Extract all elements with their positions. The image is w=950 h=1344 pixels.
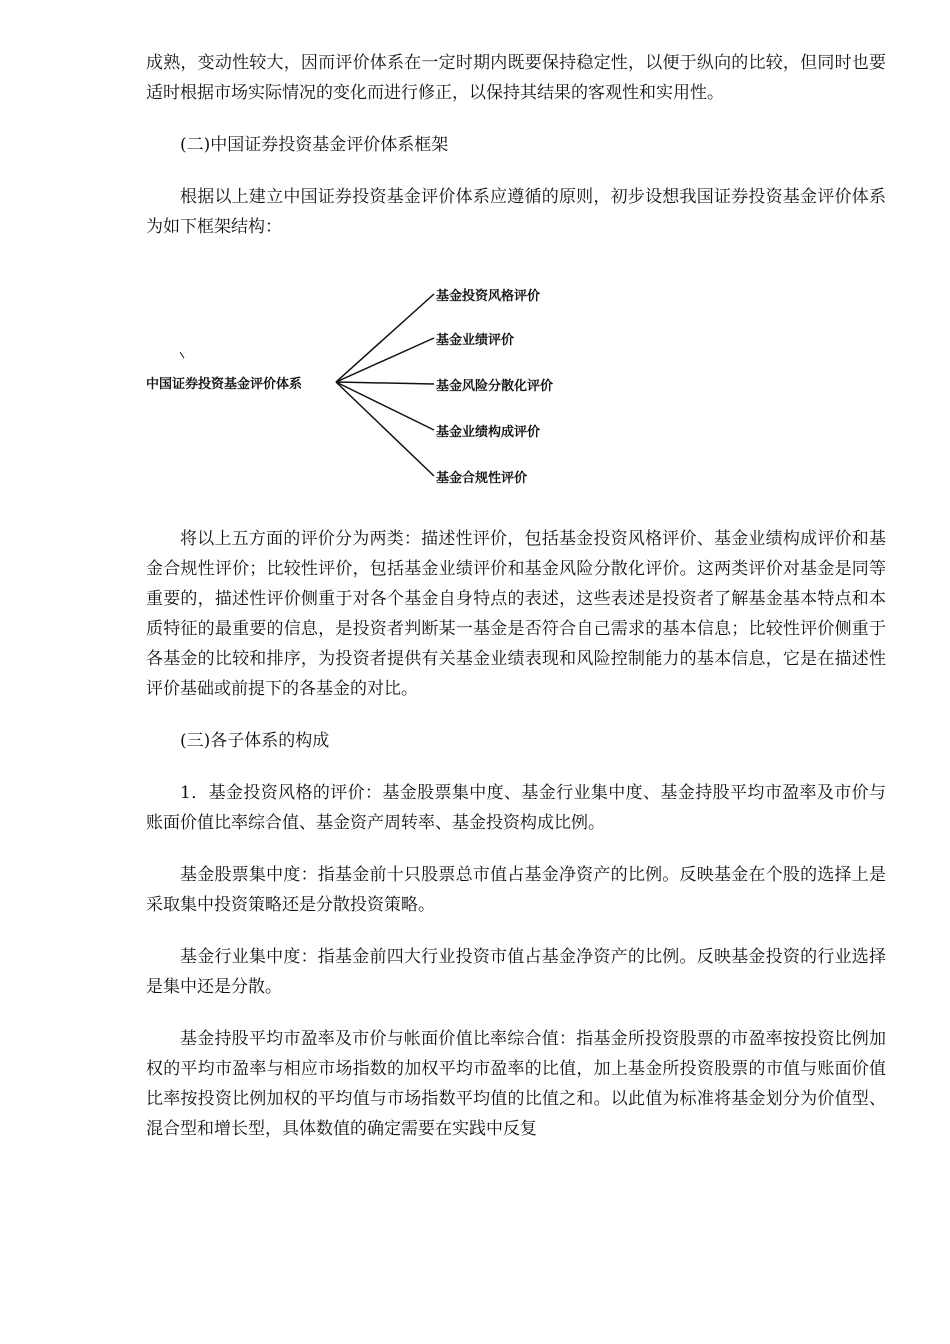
diagram-branch-attribution: 基金业绩构成评价: [436, 425, 541, 440]
diagram-root: 中国证券投资基金评价体系: [146, 377, 303, 392]
paragraph-intro: 根据以上建立中国证券投资基金评价体系应遵循的原则，初步设想我国证券投资基金评价体系为如下框架结构：: [146, 187, 886, 237]
paragraph-pe-pb: 基金持股平均市盈率及市价与帐面价值比率综合值：指基金所投资股票的市盈率按投资比例加权的平均市盈率与相应市场指数的加权平均市盈率的比值，加上基金所投资股票的市值与账面价值比率按投资比例加权的平均值与市场指数平均值的比值之和。以此值为标准将基金划分为价值型、混合型和增长型，具体数值的确定需要在实践中反复: [146, 1029, 886, 1139]
diagram-branch-performance: 基金业绩评价: [436, 333, 515, 348]
diagram-branch-risk: 基金风险分散化评价: [436, 379, 554, 394]
list-item-1: 1．基金投资风格的评价：基金股票集中度、基金行业集中度、基金持股平均市盈率及市价与账面价值比率综合值、基金资产周转率、基金投资构成比例。: [146, 783, 886, 833]
diagram-branch-compliance: 基金合规性评价: [436, 471, 528, 486]
framework-diagram: [146, 262, 886, 512]
paragraph-continuation: 成熟，变动性较大，因而评价体系在一定时期内既要保持稳定性，以便于纵向的比较，但同时也要适时根据市场实际情况的变化而进行修正，以保持其结果的客观性和实用性。: [146, 53, 886, 103]
paragraph-stock-concentration: 基金股票集中度：指基金前十只股票总市值占基金净资产的比例。反映基金在个股的选择上是采取集中投资策略还是分散投资策略。: [146, 865, 886, 915]
section-heading-2: (二)中国证券投资基金评价体系框架: [180, 135, 449, 155]
section-heading-3: (三)各子体系的构成: [180, 731, 330, 751]
paragraph-industry-concentration: 基金行业集中度：指基金前四大行业投资市值占基金净资产的比例。反映基金投资的行业选择是集中还是分散。: [146, 947, 886, 997]
diagram-branch-style: 基金投资风格评价: [436, 289, 541, 304]
document-page: [146, 48, 886, 1144]
paragraph-classification: 将以上五方面的评价分为两类：描述性评价，包括基金投资风格评价、基金业绩构成评价和基金合规性评价；比较性评价，包括基金业绩评价和基金风险分散化评价。这两类评价对基金是同等重要的，描述性评价侧重于对各个基金自身特点的表述，这些表述是投资者了解基金基本特点和本质特征的最重要的信息，是投资者判断某一基金是否符合自己需求的基本信息；比较性评价侧重于各基金的比较和排序，为投资者提供有关基金业绩表现和风险控制能力的基本信息，它是在描述性评价基础或前提下的各基金的对比。: [146, 529, 886, 699]
